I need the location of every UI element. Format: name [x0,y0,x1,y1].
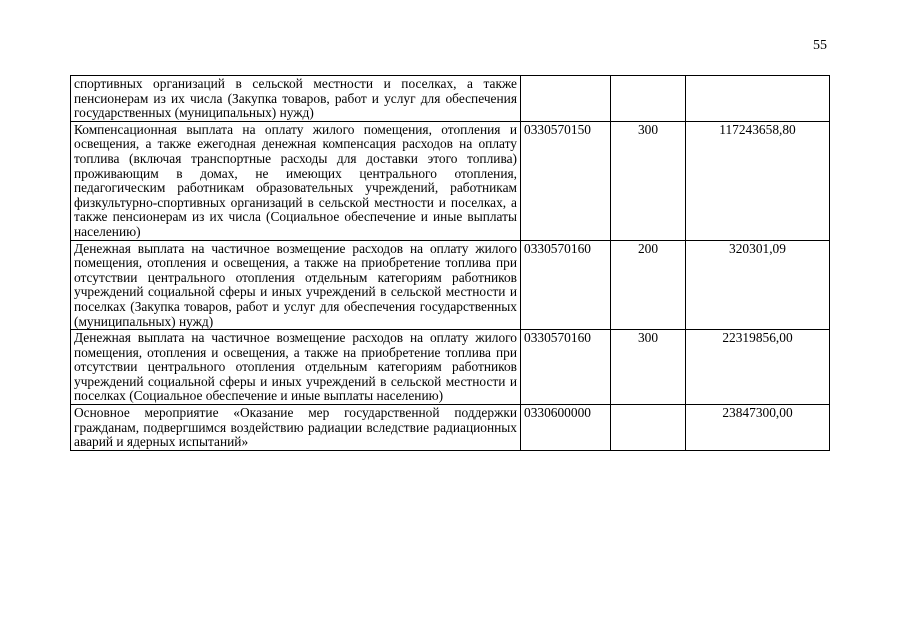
row-sum-cell [686,76,830,122]
table-row [71,330,830,405]
row-code-cell: 0330570160 [521,330,611,405]
row-code-cell: 0330600000 [521,405,611,451]
row-code-cell: 0330570160 [521,240,611,330]
row-type-cell [611,76,686,122]
row-sum-cell: 117243658,80 [686,121,830,240]
row-name-cell: Денежная выплата на частичное возмещение расходов на оплату жилого помещения, отопления и освещения, а также на приобретение топлива при отсутствии центрального отопления отдельным категориям работников учреждений социальной сферы и иных учреждений в сельской местности и поселках (Закупка товаров, работ и услуг для обеспечения государственных (муниципальных) нужд) [71,240,521,330]
row-type-cell: 300 [611,121,686,240]
row-type-cell: 200 [611,240,686,330]
row-name-cell: спортивных организаций в сельской местности и поселках, а также пенсионерам из их числа (Закупка товаров, работ и услуг для обеспечения государственных (муниципальных) нужд) [71,76,521,122]
table-row [71,121,830,240]
row-type-cell [611,405,686,451]
row-name-cell: Компенсационная выплата на оплату жилого помещения, отопления и освещения, а также ежегодная денежная компенсация расходов на оплату топлива (включая транспортные расходы для доставки этого топлива) проживающим в домах, не имеющих центрального отопления, педагогическим работникам образовательных учреждений, работникам физкультурно-спортивных организаций в сельской местности и поселках, а также пенсионерам из их числа (Социальное обеспечение и иные выплаты населению) [71,121,521,240]
budget-table [70,75,830,451]
row-sum-cell: 23847300,00 [686,405,830,451]
table-row [71,76,830,122]
row-code-cell [521,76,611,122]
page-number: 55 [813,38,827,53]
row-code-cell: 0330570150 [521,121,611,240]
row-sum-cell: 320301,09 [686,240,830,330]
row-sum-cell: 22319856,00 [686,330,830,405]
row-type-cell: 300 [611,330,686,405]
table-row [71,405,830,451]
row-name-cell: Основное мероприятие «Оказание мер государственной поддержки гражданам, подвергшимся воздействию радиации вследствие радиационных аварий и ядерных испытаний» [71,405,521,451]
table-row [71,240,830,330]
row-name-cell: Денежная выплата на частичное возмещение расходов на оплату жилого помещения, отопления и освещения, а также на приобретение топлива при отсутствии центрального отопления отдельным категориям работников учреждений социальной сферы и иных учреждений в сельской местности и поселках (Социальное обеспечение и иные выплаты населению) [71,330,521,405]
